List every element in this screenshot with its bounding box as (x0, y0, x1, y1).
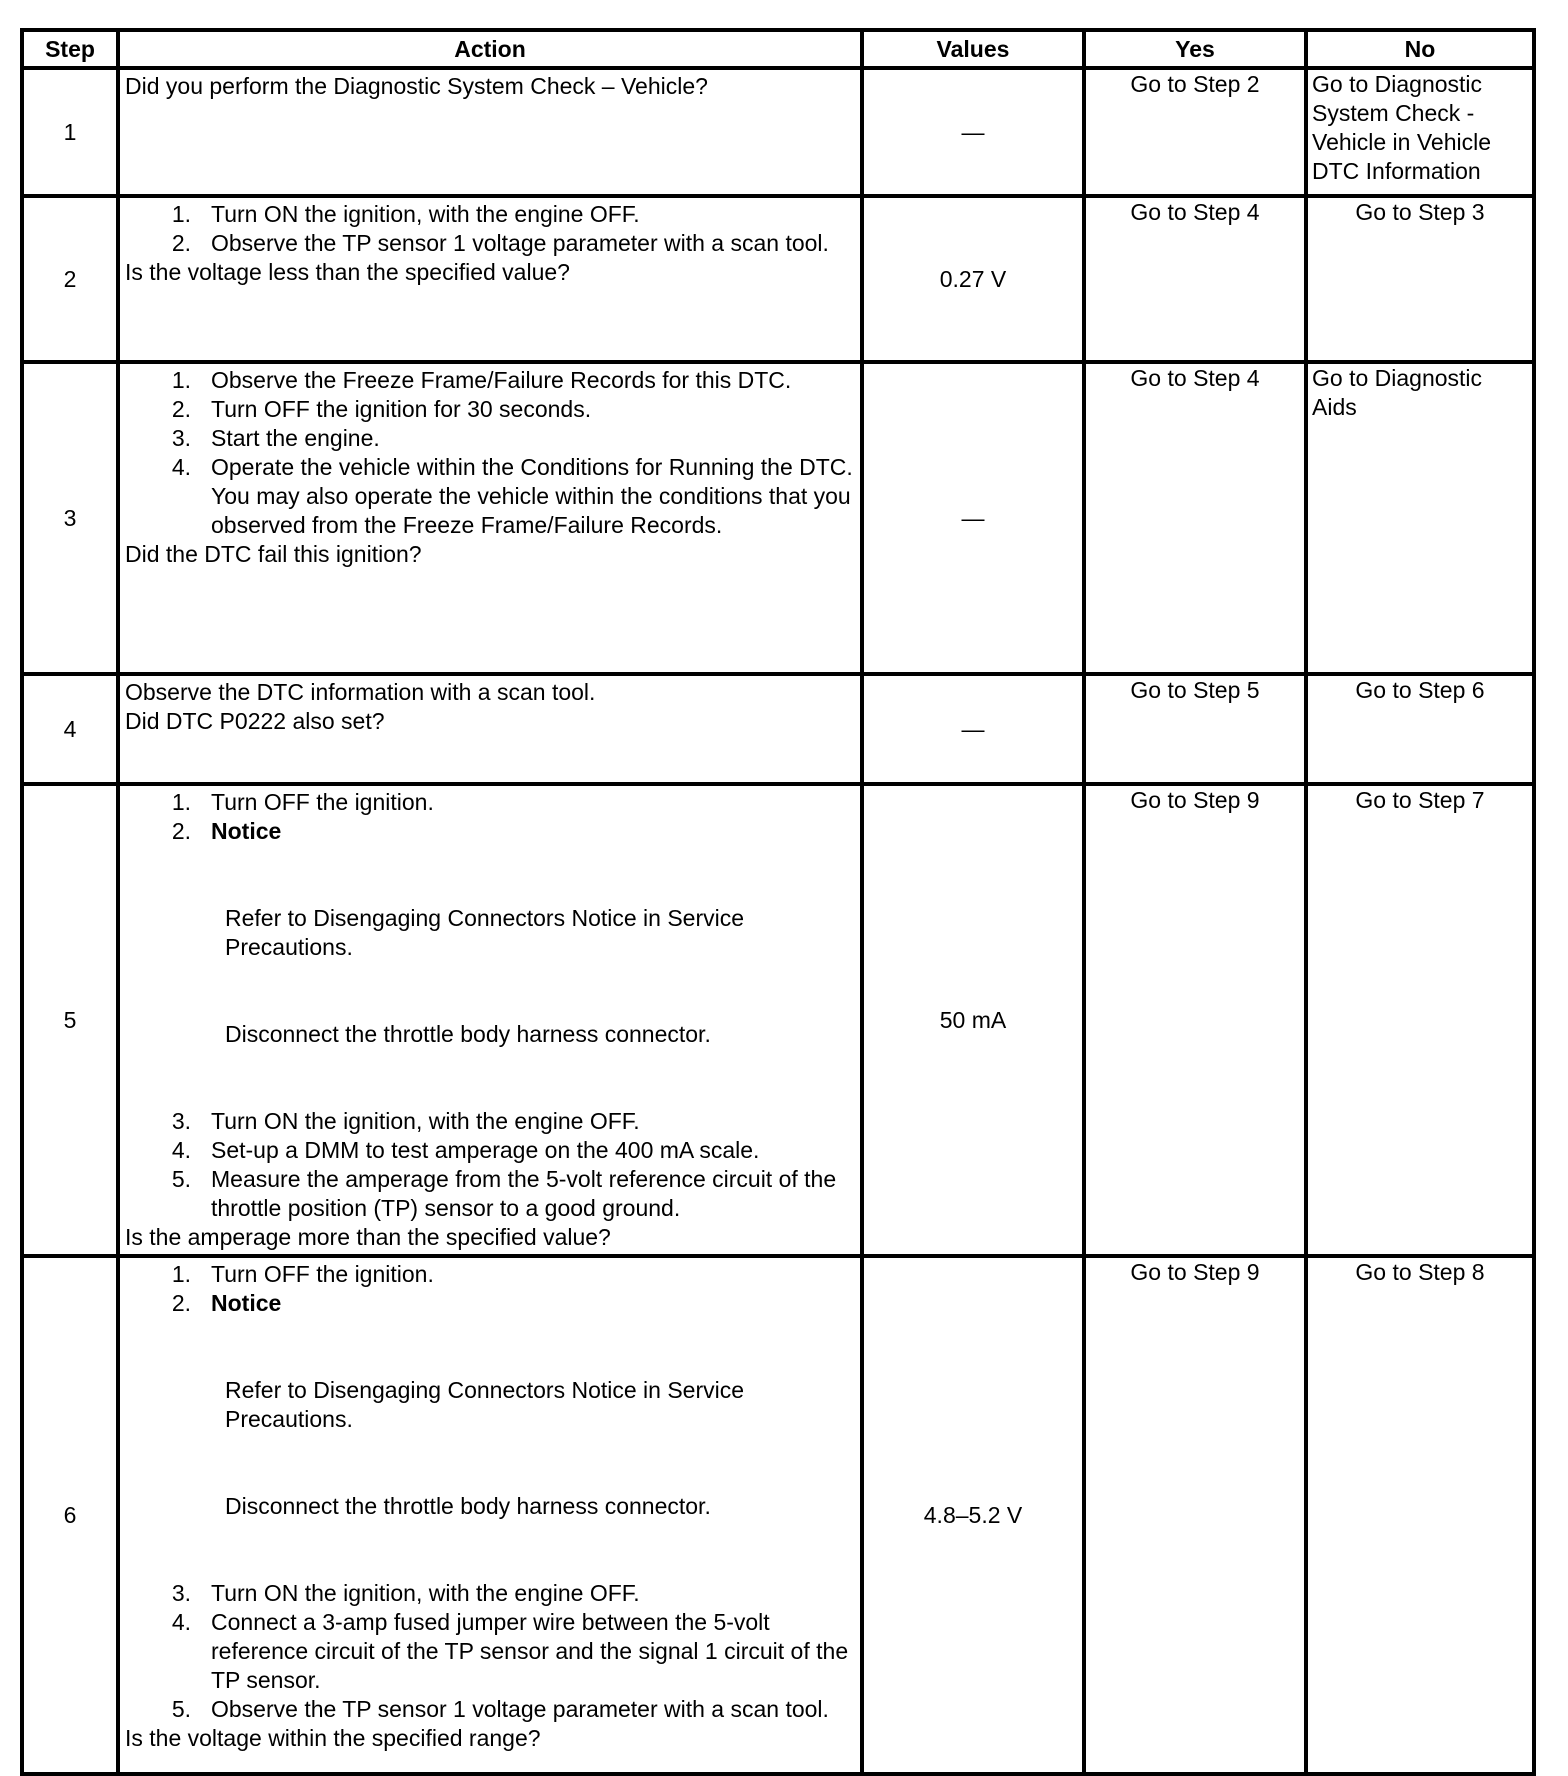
value-cell: — (862, 362, 1084, 674)
action-steps (125, 788, 856, 846)
header-step: Step (22, 30, 118, 68)
list-item: 1. Turn OFF the ignition. (171, 789, 434, 815)
yes-cell (1084, 196, 1306, 362)
action-cell (118, 784, 862, 1256)
action-cell (118, 1256, 862, 1774)
action-steps (125, 366, 856, 540)
yes-cell (1084, 1256, 1306, 1774)
action-steps (125, 1107, 856, 1223)
no-link[interactable]: Go to Diagnostic Aids (1312, 365, 1483, 420)
yes-link[interactable]: Go to Step 2 (1130, 71, 1260, 97)
list-item: 3. Turn ON the ignition, with the engine OFF. (171, 1580, 640, 1606)
no-cell (1306, 1256, 1534, 1774)
step-number: 1 (22, 68, 118, 196)
action-cell (118, 68, 862, 196)
action-intro: Did you perform the Diagnostic System Check – Vehicle? (125, 73, 708, 99)
table-row (22, 362, 1534, 674)
yes-link[interactable]: Go to Step 9 (1130, 787, 1260, 813)
list-item: 4. Connect a 3-amp fused jumper wire between the 5-volt reference circuit of the TP sensor and the signal 1 circuit of the TP sensor. (171, 1609, 849, 1693)
yes-cell (1084, 362, 1306, 674)
action-steps (125, 1579, 856, 1724)
header-values: Values (862, 30, 1084, 68)
no-cell (1306, 196, 1534, 362)
no-cell (1306, 68, 1534, 196)
header-row (22, 30, 1534, 68)
list-item: 4. Set-up a DMM to test amperage on the 400 mA scale. (171, 1137, 760, 1163)
notice-text: Refer to Disengaging Connectors Notice in Service Precautions. (225, 1377, 745, 1432)
value-cell: 4.8–5.2 V (862, 1256, 1084, 1774)
action-question: Did DTC P0222 also set? (125, 708, 385, 734)
diagnostic-table (20, 28, 1536, 1776)
header-no: No (1306, 30, 1534, 68)
no-link[interactable]: Go to Diagnostic System Check - Vehicle in Vehicle DTC Information (1312, 71, 1492, 184)
step-number: 2 (22, 196, 118, 362)
list-item: 2. Notice (125, 1289, 856, 1318)
table-row (22, 1256, 1534, 1774)
step-number: 4 (22, 674, 118, 784)
no-link[interactable]: Go to Step 6 (1355, 677, 1485, 703)
notice-text: Refer to Disengaging Connectors Notice in Service Precautions. (225, 905, 745, 960)
table-row (22, 68, 1534, 196)
list-item: 1. Observe the Freeze Frame/Failure Records for this DTC. (171, 367, 792, 393)
notice-heading: Notice (211, 818, 282, 844)
action-cell (118, 362, 862, 674)
action-question: Is the voltage less than the specified value? (125, 259, 570, 285)
notice-heading: Notice (211, 1290, 282, 1316)
value-cell: — (862, 68, 1084, 196)
action-cell (118, 196, 862, 362)
list-item: 5. Observe the TP sensor 1 voltage parameter with a scan tool. (171, 1696, 829, 1722)
action-intro: Observe the DTC information with a scan tool. (125, 679, 596, 705)
header-yes: Yes (1084, 30, 1306, 68)
list-item: 5. Measure the amperage from the 5-volt reference circuit of the throttle position (TP) sensor to a good ground. (171, 1166, 837, 1221)
table-row (22, 674, 1534, 784)
action-steps (125, 200, 856, 258)
no-link[interactable]: Go to Step 7 (1355, 787, 1485, 813)
list-item: 4. Operate the vehicle within the Conditions for Running the DTC. You may also operate the vehicle within the conditions that you observed from the Freeze Frame/Failure Records. (171, 454, 853, 538)
no-cell (1306, 784, 1534, 1256)
list-item: 2. Observe the TP sensor 1 voltage parameter with a scan tool. (171, 230, 829, 256)
value-cell: — (862, 674, 1084, 784)
action-cell (118, 674, 862, 784)
notice-action: Disconnect the throttle body harness connector. (225, 1493, 711, 1519)
notice-action: Disconnect the throttle body harness connector. (225, 1021, 711, 1047)
list-item: 1. Turn ON the ignition, with the engine OFF. (171, 201, 640, 227)
list-item: 2. Turn OFF the ignition for 30 seconds. (171, 396, 592, 422)
action-question: Did the DTC fail this ignition? (125, 541, 422, 567)
list-item: 3. Turn ON the ignition, with the engine OFF. (171, 1108, 640, 1134)
no-link[interactable]: Go to Step 8 (1355, 1259, 1485, 1285)
no-link[interactable]: Go to Step 3 (1355, 199, 1485, 225)
list-item: 3. Start the engine. (171, 425, 380, 451)
action-steps (125, 1260, 856, 1318)
table-row (22, 784, 1534, 1256)
action-question: Is the amperage more than the specified value? (125, 1224, 611, 1250)
table-row (22, 196, 1534, 362)
step-number: 6 (22, 1256, 118, 1774)
step-number: 3 (22, 362, 118, 674)
yes-cell (1084, 784, 1306, 1256)
yes-cell (1084, 674, 1306, 784)
list-item: 1. Turn OFF the ignition. (171, 1261, 434, 1287)
yes-cell (1084, 68, 1306, 196)
value-cell: 0.27 V (862, 196, 1084, 362)
yes-link[interactable]: Go to Step 9 (1130, 1259, 1260, 1285)
yes-link[interactable]: Go to Step 4 (1130, 199, 1260, 225)
no-cell (1306, 362, 1534, 674)
step-number: 5 (22, 784, 118, 1256)
yes-link[interactable]: Go to Step 5 (1130, 677, 1260, 703)
action-question: Is the voltage within the specified range? (125, 1725, 541, 1751)
yes-link[interactable]: Go to Step 4 (1130, 365, 1260, 391)
value-cell: 50 mA (862, 784, 1084, 1256)
list-item: 2. Notice (125, 817, 856, 846)
header-action: Action (118, 30, 862, 68)
no-cell (1306, 674, 1534, 784)
